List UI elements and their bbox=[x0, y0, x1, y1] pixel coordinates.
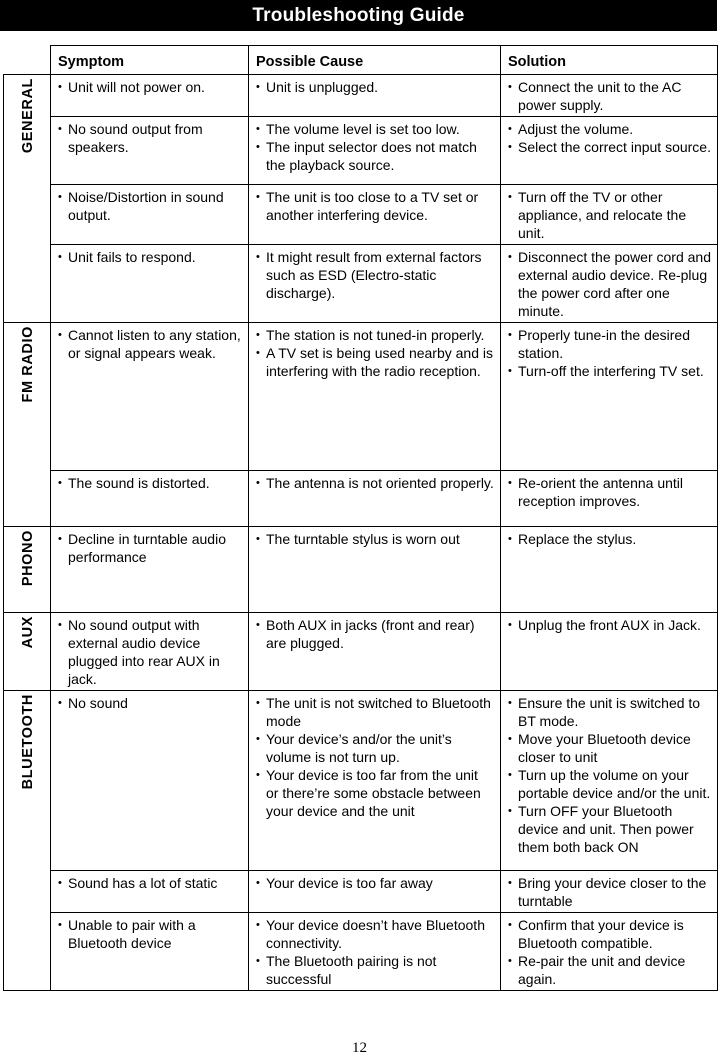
symptom-item: • Cannot listen to any station, or signal appears weak. bbox=[58, 326, 242, 362]
symptom-list bbox=[58, 694, 242, 712]
solution-cell bbox=[501, 871, 718, 913]
solution-list bbox=[508, 530, 711, 548]
cause-cell bbox=[249, 691, 501, 871]
solution-cell bbox=[501, 613, 718, 691]
section-label-cell bbox=[4, 691, 51, 991]
solution-cell bbox=[501, 185, 718, 245]
symptom-list bbox=[58, 326, 242, 362]
symptom-cell bbox=[51, 527, 249, 613]
cause-item: • Unit is unplugged. bbox=[256, 78, 494, 96]
cause-cell bbox=[249, 185, 501, 245]
cause-cell bbox=[249, 527, 501, 613]
symptom-list bbox=[58, 120, 242, 156]
section-label: AUX bbox=[19, 616, 36, 649]
cause-item: • The Bluetooth pairing is not successful bbox=[256, 952, 494, 988]
cause-list bbox=[256, 248, 494, 302]
solution-item: • Turn OFF your Bluetooth device and unit. Then power them both back ON bbox=[508, 802, 711, 856]
table-row bbox=[4, 75, 718, 117]
cause-item: • Both AUX in jacks (front and rear) are plugged. bbox=[256, 616, 494, 652]
cause-cell bbox=[249, 613, 501, 691]
cause-list bbox=[256, 474, 494, 492]
section-label: BLUETOOTH bbox=[19, 694, 36, 790]
table-row bbox=[4, 185, 718, 245]
solution-item: • Ensure the unit is switched to BT mode. bbox=[508, 694, 711, 730]
table-row bbox=[4, 913, 718, 991]
cause-item: • Your device is too far from the unit or there’re some obstacle between your device and the unit bbox=[256, 766, 494, 820]
cause-cell bbox=[249, 75, 501, 117]
symptom-cell bbox=[51, 691, 249, 871]
solution-list bbox=[508, 120, 711, 156]
symptom-list bbox=[58, 248, 242, 266]
symptom-cell bbox=[51, 185, 249, 245]
symptom-item: • The sound is distorted. bbox=[58, 474, 242, 492]
solution-cell bbox=[501, 471, 718, 527]
header-row bbox=[4, 46, 718, 75]
section-label: FM RADIO bbox=[19, 326, 36, 403]
symptom-list bbox=[58, 916, 242, 952]
solution-cell bbox=[501, 117, 718, 185]
symptom-cell bbox=[51, 471, 249, 527]
solution-cell bbox=[501, 913, 718, 991]
solution-cell bbox=[501, 527, 718, 613]
table-row bbox=[4, 527, 718, 613]
cause-cell bbox=[249, 471, 501, 527]
solution-list bbox=[508, 188, 711, 242]
symptom-cell bbox=[51, 613, 249, 691]
solution-item: • Unplug the front AUX in Jack. bbox=[508, 616, 711, 634]
symptom-cell bbox=[51, 117, 249, 185]
section-label: PHONO bbox=[19, 530, 36, 587]
cause-list bbox=[256, 530, 494, 548]
solution-list bbox=[508, 474, 711, 510]
table-row bbox=[4, 471, 718, 527]
cause-list bbox=[256, 326, 494, 380]
cause-list bbox=[256, 616, 494, 652]
cause-list bbox=[256, 916, 494, 988]
solution-item: • Move your Bluetooth device closer to unit bbox=[508, 730, 711, 766]
cause-item: • Your device’s and/or the unit’s volume is not turn up. bbox=[256, 730, 494, 766]
troubleshooting-table bbox=[3, 45, 718, 991]
symptom-item: • Sound has a lot of static bbox=[58, 874, 242, 892]
symptom-cell bbox=[51, 871, 249, 913]
cause-list bbox=[256, 120, 494, 174]
symptom-item: • No sound output with external audio device plugged into rear AUX in jack. bbox=[58, 616, 242, 688]
cause-cell bbox=[249, 871, 501, 913]
cause-list bbox=[256, 188, 494, 224]
section-label-cell bbox=[4, 613, 51, 691]
cause-list bbox=[256, 694, 494, 820]
cause-item: • The input selector does not match the playback source. bbox=[256, 138, 494, 174]
cause-item: • The unit is not switched to Bluetooth mode bbox=[256, 694, 494, 730]
section-label: GENERAL bbox=[19, 78, 36, 154]
symptom-cell bbox=[51, 323, 249, 471]
section-label-cell bbox=[4, 323, 51, 527]
symptom-cell bbox=[51, 75, 249, 117]
header-symptom: Symptom bbox=[51, 46, 249, 75]
solution-list bbox=[508, 616, 711, 634]
solution-item: • Re-orient the antenna until reception improves. bbox=[508, 474, 711, 510]
solution-list bbox=[508, 694, 711, 856]
cause-item: • Your device doesn’t have Bluetooth connectivity. bbox=[256, 916, 494, 952]
cause-item: • A TV set is being used nearby and is interfering with the radio reception. bbox=[256, 344, 494, 380]
solution-item: • Replace the stylus. bbox=[508, 530, 711, 548]
solution-cell bbox=[501, 75, 718, 117]
symptom-item: • Unit will not power on. bbox=[58, 78, 242, 96]
solution-item: • Turn off the TV or other appliance, and relocate the unit. bbox=[508, 188, 711, 242]
solution-item: • Properly tune-in the desired station. bbox=[508, 326, 711, 362]
cause-list bbox=[256, 874, 494, 892]
solution-cell bbox=[501, 323, 718, 471]
solution-item: • Select the correct input source. bbox=[508, 138, 711, 156]
cause-item: • The volume level is set too low. bbox=[256, 120, 494, 138]
cause-item: • It might result from external factors such as ESD (Electro-static discharge). bbox=[256, 248, 494, 302]
cause-cell bbox=[249, 117, 501, 185]
table-row bbox=[4, 323, 718, 471]
solution-item: • Bring your device closer to the turntable bbox=[508, 874, 711, 910]
cause-cell bbox=[249, 245, 501, 323]
table-row bbox=[4, 691, 718, 871]
symptom-item: • Noise/Distortion in sound output. bbox=[58, 188, 242, 224]
page-number: 12 bbox=[352, 1040, 367, 1056]
cause-item: • The unit is too close to a TV set or another interfering device. bbox=[256, 188, 494, 224]
solution-item: • Connect the unit to the AC power supply. bbox=[508, 78, 711, 114]
symptom-list bbox=[58, 874, 242, 892]
solution-item: • Turn-off the interfering TV set. bbox=[508, 362, 711, 380]
symptom-cell bbox=[51, 913, 249, 991]
symptom-list bbox=[58, 530, 242, 566]
solution-list bbox=[508, 78, 711, 114]
symptom-item: • Unit fails to respond. bbox=[58, 248, 242, 266]
symptom-list bbox=[58, 78, 242, 96]
symptom-item: • Decline in turntable audio performance bbox=[58, 530, 242, 566]
page-title: Troubleshooting Guide bbox=[0, 0, 717, 31]
symptom-item: • No sound bbox=[58, 694, 242, 712]
cause-item: • The station is not tuned-in properly. bbox=[256, 326, 494, 344]
cause-item: • The antenna is not oriented properly. bbox=[256, 474, 494, 492]
header-solution: Solution bbox=[501, 46, 718, 75]
solution-item: • Re-pair the unit and device again. bbox=[508, 952, 711, 988]
solution-list bbox=[508, 916, 711, 988]
solution-item: • Turn up the volume on your portable device and/or the unit. bbox=[508, 766, 711, 802]
symptom-item: • Unable to pair with a Bluetooth device bbox=[58, 916, 242, 952]
solution-item: • Confirm that your device is Bluetooth compatible. bbox=[508, 916, 711, 952]
solution-list bbox=[508, 874, 711, 910]
table-row bbox=[4, 613, 718, 691]
solution-item: • Disconnect the power cord and external audio device. Re-plug the power cord after one minute. bbox=[508, 248, 711, 320]
table-row bbox=[4, 245, 718, 323]
symptom-item: • No sound output from speakers. bbox=[58, 120, 242, 156]
cause-list bbox=[256, 78, 494, 96]
table-row bbox=[4, 871, 718, 913]
solution-list bbox=[508, 326, 711, 380]
cause-item: • The turntable stylus is worn out bbox=[256, 530, 494, 548]
section-label-cell bbox=[4, 75, 51, 323]
table-row bbox=[4, 117, 718, 185]
cause-cell bbox=[249, 323, 501, 471]
cause-cell bbox=[249, 913, 501, 991]
symptom-list bbox=[58, 616, 242, 688]
symptom-list bbox=[58, 474, 242, 492]
solution-cell bbox=[501, 691, 718, 871]
solution-item: • Adjust the volume. bbox=[508, 120, 711, 138]
solution-list bbox=[508, 248, 711, 320]
header-corner bbox=[4, 46, 51, 75]
section-label-cell bbox=[4, 527, 51, 613]
header-possible-cause: Possible Cause bbox=[249, 46, 501, 75]
symptom-list bbox=[58, 188, 242, 224]
symptom-cell bbox=[51, 245, 249, 323]
cause-item: • Your device is too far away bbox=[256, 874, 494, 892]
solution-cell bbox=[501, 245, 718, 323]
